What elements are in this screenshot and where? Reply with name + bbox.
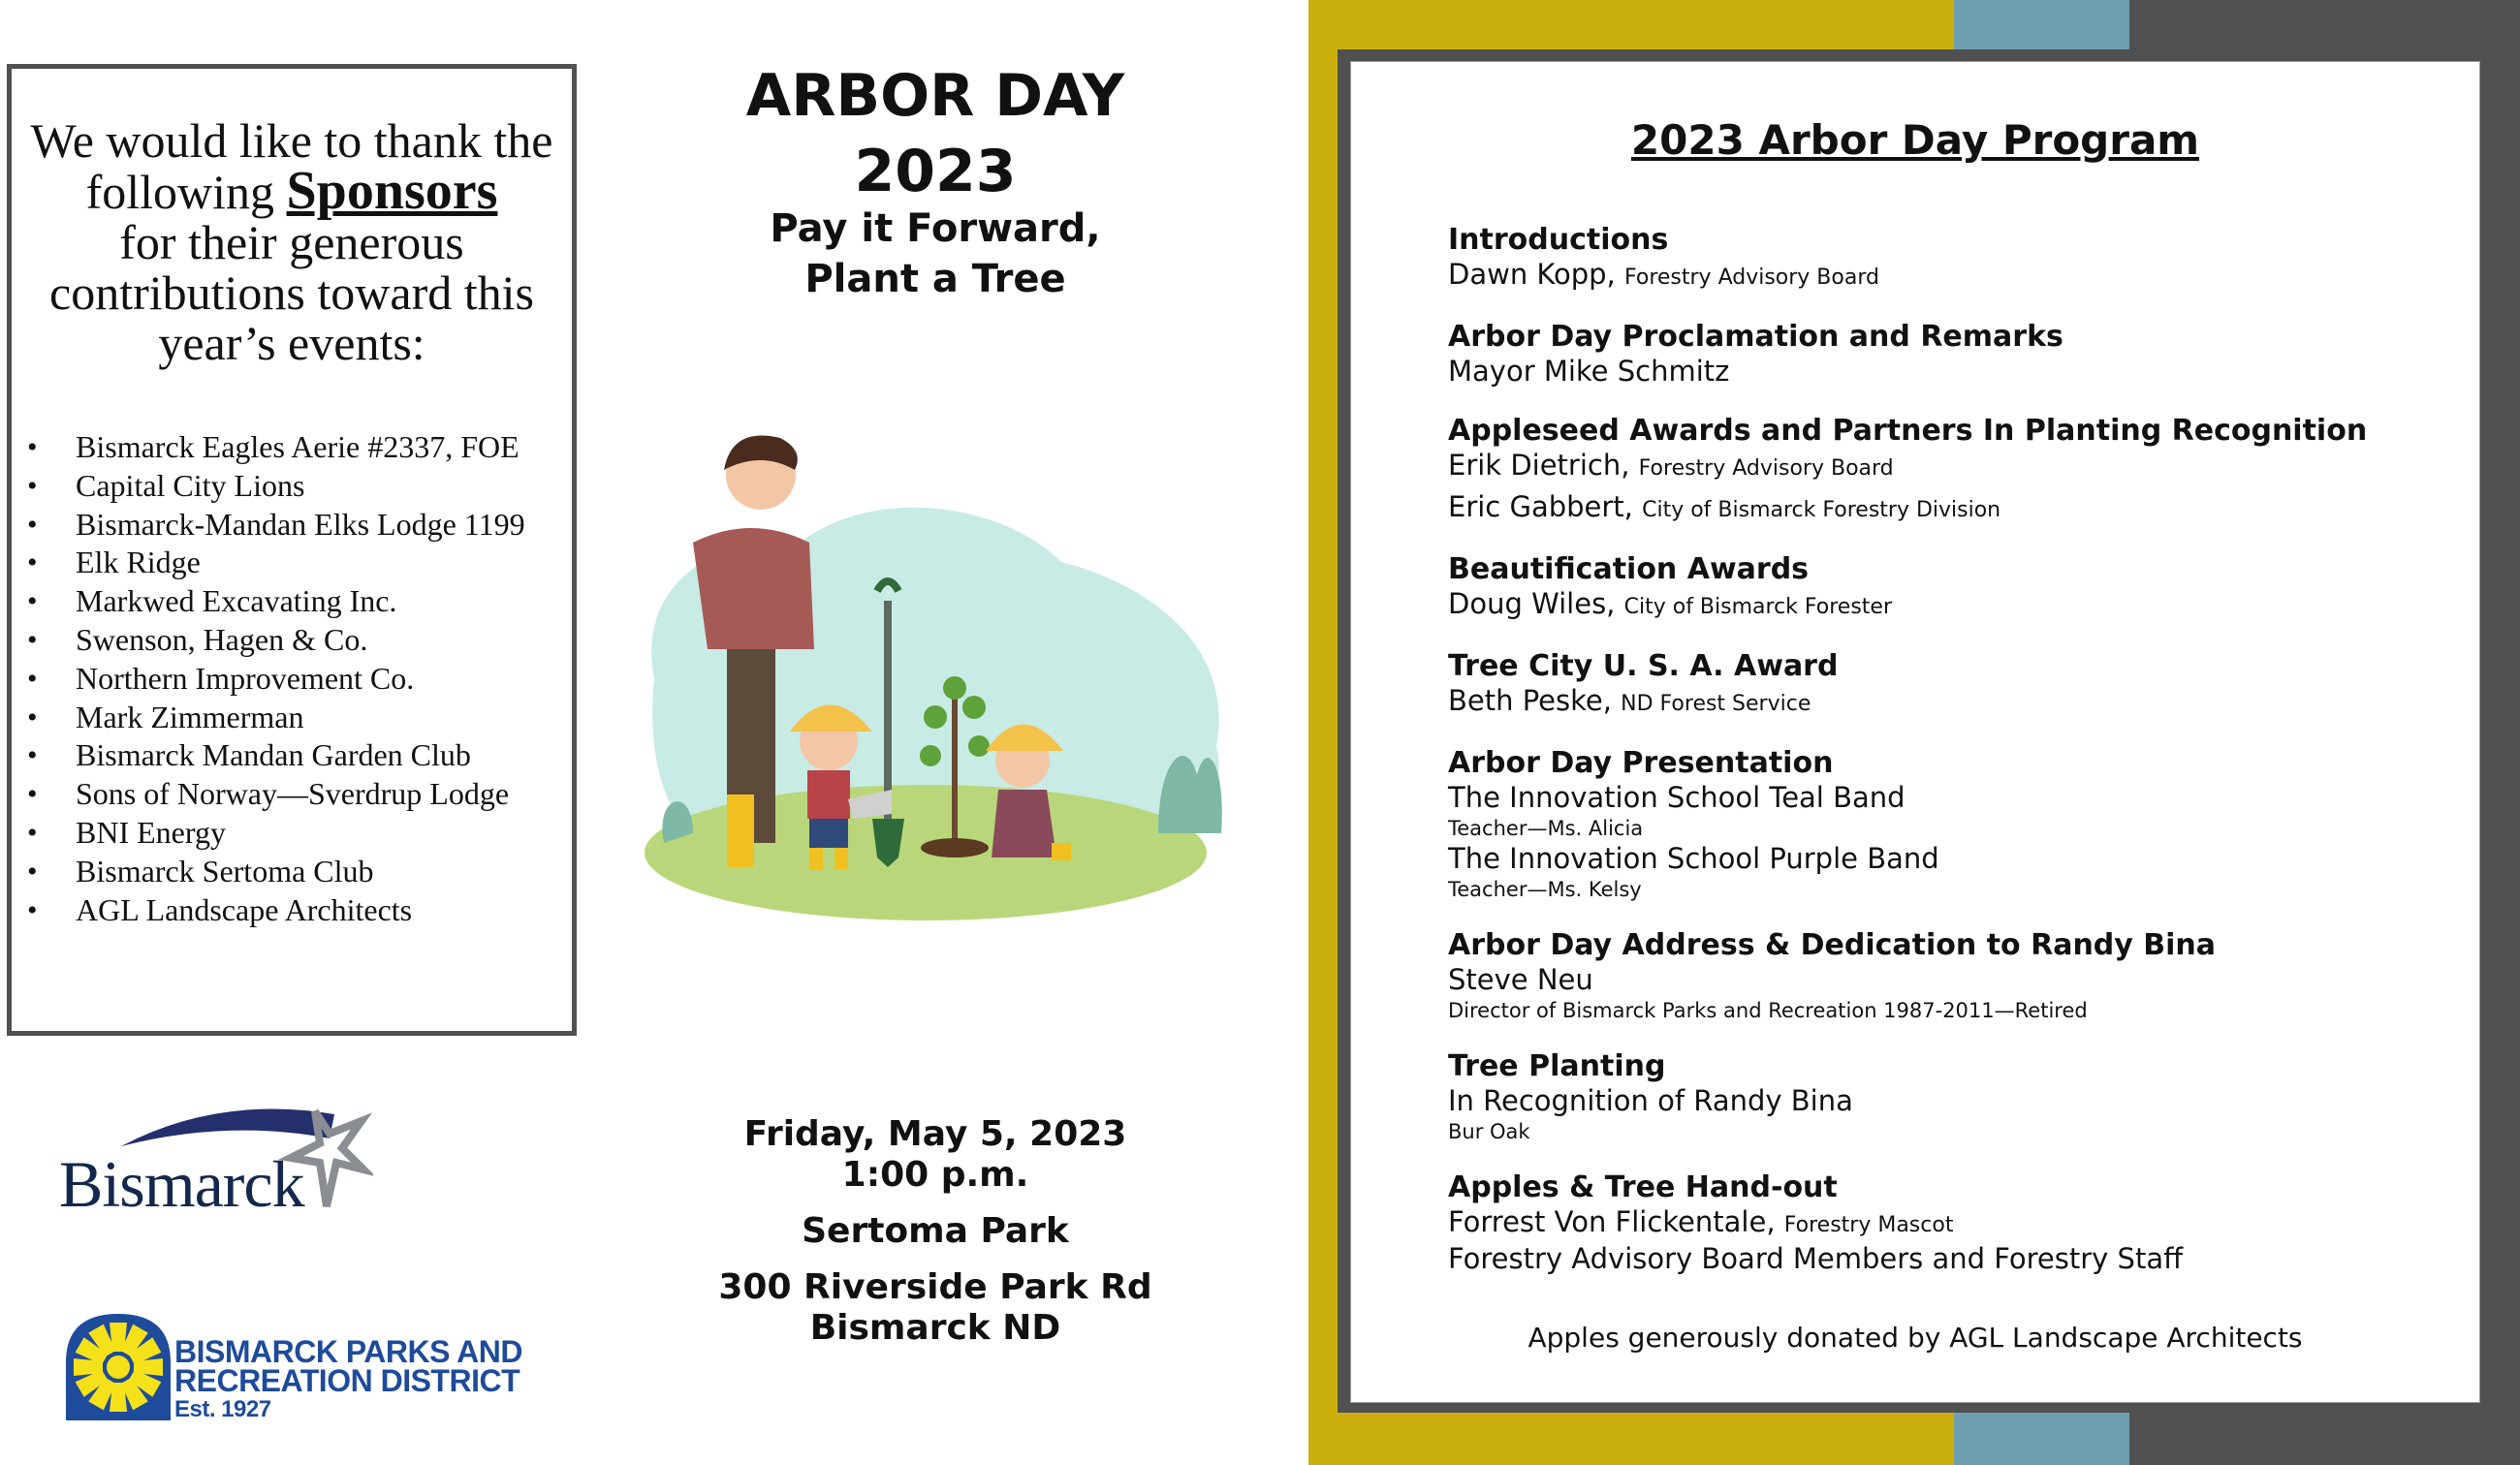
person-role: Forestry Advisory Board — [1624, 265, 1879, 290]
section-note: Bur Oak — [1448, 1120, 1530, 1143]
section-person — [1448, 258, 2466, 295]
person-name: Erik Dietrich, — [1448, 449, 1630, 482]
section-heading: Arbor Day Address & Dedication to Randy Bina — [1448, 928, 2217, 962]
person-name: Steve Neu — [1448, 963, 1593, 996]
person-name: Forestry Advisory Board Members and Forestry Staff — [1448, 1242, 2184, 1275]
person-role: Forestry Advisory Board — [1638, 456, 1894, 481]
person-role: City of Bismarck Forestry Division — [1642, 498, 2001, 522]
sponsor-item: • Bismarck Mandan Garden Club — [23, 736, 572, 775]
section-person — [1448, 842, 2466, 876]
sponsor-item: • Northern Improvement Co. — [23, 660, 572, 699]
program-section — [1448, 552, 2466, 624]
person-name: The Innovation School Teal Band — [1448, 781, 1906, 814]
section-heading: Tree Planting — [1448, 1049, 1666, 1083]
section-note: Teacher—Ms. Kelsy — [1448, 878, 1642, 901]
sponsor-item: • Elk Ridge — [23, 544, 572, 582]
person-name: The Innovation School Purple Band — [1448, 842, 1939, 875]
program-section — [1448, 414, 2466, 527]
bismarck-city-logo: Bismarck — [53, 1100, 373, 1221]
section-heading: Tree City U. S. A. Award — [1448, 649, 1839, 683]
section-person — [1448, 355, 2466, 389]
section-person — [1448, 684, 2466, 721]
program-footer: Apples generously donated by AGL Landscape Architects — [1528, 1322, 2303, 1354]
person-role: City of Bismarck Forester — [1623, 595, 1892, 619]
sponsor-item: • AGL Landscape Architects — [23, 891, 572, 930]
section-person — [1448, 1084, 2466, 1118]
event-details: Friday, May 5, 2023 1:00 p.m. Sertoma Park 300 Riverside Park Rd Bismarck ND — [718, 1114, 1152, 1348]
cover-tagline: Pay it Forward, Plant a Tree — [770, 206, 1101, 301]
section-person — [1448, 490, 2466, 527]
section-heading: Arbor Day Presentation — [1448, 746, 1834, 780]
sponsor-item: • Mark Zimmerman — [23, 699, 572, 737]
tree-planting-illustration — [635, 426, 1236, 950]
section-note: Director of Bismarck Parks and Recreation 1987-2011—Retired — [1448, 999, 2088, 1022]
sponsor-item: • Capital City Lions — [23, 467, 572, 506]
cover-title: ARBOR DAY 2023 — [745, 62, 1125, 205]
sponsor-item: • Bismarck-Mandan Elks Lodge 1199 — [23, 506, 572, 545]
sponsor-item: • Markwed Excavating Inc. — [23, 582, 572, 621]
person-name: Doug Wiles, — [1448, 587, 1616, 620]
section-heading: Arbor Day Proclamation and Remarks — [1448, 320, 2063, 354]
program-panel — [1350, 61, 2480, 1403]
section-person — [1448, 781, 2466, 815]
section-heading: Introductions — [1448, 223, 1669, 257]
sponsor-item: • Swenson, Hagen & Co. — [23, 621, 572, 660]
program-section — [1448, 649, 2466, 721]
program-section — [1448, 746, 2466, 903]
program-section — [1448, 320, 2466, 389]
person-name: Dawn Kopp, — [1448, 258, 1616, 291]
section-person — [1448, 1242, 2466, 1276]
sponsor-item: • Sons of Norway—Sverdrup Lodge — [23, 775, 572, 814]
sponsor-item: • Bismarck Sertoma Club — [23, 853, 572, 891]
section-person — [1448, 587, 2466, 624]
person-role: Forestry Mascot — [1783, 1213, 1954, 1237]
sponsor-item: • BNI Energy — [23, 814, 572, 853]
parks-district-logo: BISMARCK PARKS AND RECREATION DISTRICT Est. 1927 — [66, 1314, 560, 1420]
person-name: Forrest Von Flickentale, — [1448, 1205, 1776, 1238]
sun-icon — [66, 1314, 171, 1420]
person-role: ND Forest Service — [1621, 692, 1811, 716]
person-name: In Recognition of Randy Bina — [1448, 1084, 1853, 1117]
program-list — [1448, 223, 2466, 1301]
sponsor-thanks: We would like to thank the following Sponsors for their generous contributions toward this year’s events: — [30, 113, 553, 370]
sponsor-box — [7, 64, 577, 1036]
person-name: Eric Gabbert, — [1448, 490, 1633, 523]
sponsor-item: • Bismarck Eagles Aerie #2337, FOE — [23, 428, 572, 467]
person-name: Beth Peske, — [1448, 684, 1612, 717]
person-name: Mayor Mike Schmitz — [1448, 355, 1730, 388]
section-heading: Apples & Tree Hand-out — [1448, 1170, 1838, 1204]
program-section — [1448, 928, 2466, 1024]
section-person — [1448, 963, 2466, 997]
section-heading: Appleseed Awards and Partners In Planting Recognition — [1448, 414, 2368, 448]
program-section — [1448, 223, 2466, 295]
section-note: Teacher—Ms. Alicia — [1448, 817, 1644, 840]
sponsor-list — [12, 428, 572, 929]
section-person — [1448, 449, 2466, 485]
program-section — [1448, 1049, 2466, 1145]
program-section — [1448, 1170, 2466, 1276]
program-title: 2023 Arbor Day Program — [1630, 116, 2200, 164]
section-heading: Beautification Awards — [1448, 552, 1810, 586]
section-person — [1448, 1205, 2466, 1242]
